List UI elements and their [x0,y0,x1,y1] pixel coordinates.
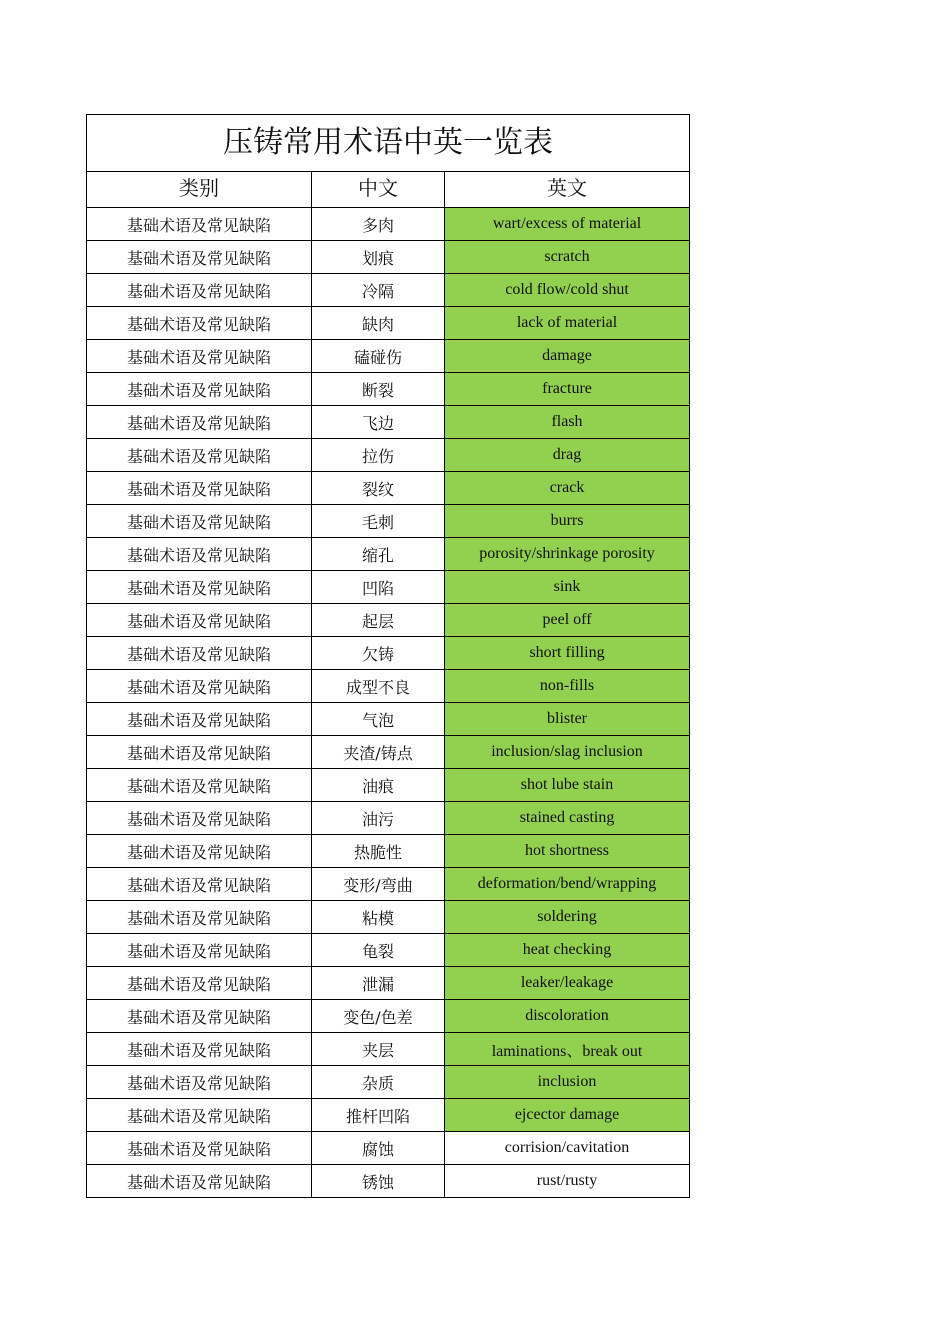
cell-category: 基础术语及常见缺陷 [87,406,312,439]
cell-chinese-term: 缩孔 [312,538,445,571]
cell-chinese-term: 夹层 [312,1033,445,1066]
cell-category: 基础术语及常见缺陷 [87,1132,312,1165]
table-row [87,802,690,835]
cell-english-term: heat checking [445,934,690,967]
cell-category: 基础术语及常见缺陷 [87,274,312,307]
table-row [87,538,690,571]
header-chinese: 中文 [312,172,445,208]
cell-chinese-term: 欠铸 [312,637,445,670]
cell-chinese-term: 腐蚀 [312,1132,445,1165]
cell-english-term: wart/excess of material [445,208,690,241]
cell-chinese-term: 拉伤 [312,439,445,472]
table-row [87,208,690,241]
cell-category: 基础术语及常见缺陷 [87,604,312,637]
cell-english-term: laminations、break out [445,1033,690,1066]
table-row [87,307,690,340]
table-row [87,769,690,802]
cell-english-term: cold flow/cold shut [445,274,690,307]
table-row [87,241,690,274]
cell-category: 基础术语及常见缺陷 [87,1000,312,1033]
cell-english-term: blister [445,703,690,736]
cell-chinese-term: 裂纹 [312,472,445,505]
table-row [87,340,690,373]
cell-english-term: scratch [445,241,690,274]
cell-category: 基础术语及常见缺陷 [87,835,312,868]
header-english: 英文 [445,172,690,208]
cell-english-term: rust/rusty [445,1165,690,1198]
cell-english-term: damage [445,340,690,373]
cell-category: 基础术语及常见缺陷 [87,1165,312,1198]
table-row [87,373,690,406]
cell-chinese-term: 飞边 [312,406,445,439]
cell-chinese-term: 锈蚀 [312,1165,445,1198]
cell-chinese-term: 多肉 [312,208,445,241]
cell-category: 基础术语及常见缺陷 [87,307,312,340]
cell-category: 基础术语及常见缺陷 [87,736,312,769]
table-row [87,1000,690,1033]
cell-english-term: deformation/bend/wrapping [445,868,690,901]
cell-category: 基础术语及常见缺陷 [87,901,312,934]
cell-english-term: discoloration [445,1000,690,1033]
table-row [87,571,690,604]
cell-category: 基础术语及常见缺陷 [87,340,312,373]
cell-english-term: lack of material [445,307,690,340]
cell-chinese-term: 泄漏 [312,967,445,1000]
cell-category: 基础术语及常见缺陷 [87,538,312,571]
cell-category: 基础术语及常见缺陷 [87,769,312,802]
terms-table [86,114,690,1198]
cell-english-term: inclusion/slag inclusion [445,736,690,769]
table-row [87,1066,690,1099]
cell-category: 基础术语及常见缺陷 [87,868,312,901]
cell-chinese-term: 变色/色差 [312,1000,445,1033]
table-row [87,736,690,769]
table-row [87,406,690,439]
table-title: 压铸常用术语中英一览表 [87,115,690,172]
cell-category: 基础术语及常见缺陷 [87,1066,312,1099]
cell-chinese-term: 磕碰伤 [312,340,445,373]
cell-english-term: hot shortness [445,835,690,868]
table-row [87,274,690,307]
cell-english-term: peel off [445,604,690,637]
cell-category: 基础术语及常见缺陷 [87,934,312,967]
cell-category: 基础术语及常见缺陷 [87,505,312,538]
cell-english-term: porosity/shrinkage porosity [445,538,690,571]
header-row [87,172,690,208]
table-row [87,472,690,505]
cell-chinese-term: 热脆性 [312,835,445,868]
cell-english-term: soldering [445,901,690,934]
cell-category: 基础术语及常见缺陷 [87,802,312,835]
cell-chinese-term: 粘模 [312,901,445,934]
cell-english-term: inclusion [445,1066,690,1099]
cell-chinese-term: 油痕 [312,769,445,802]
table-row [87,670,690,703]
table-row [87,967,690,1000]
cell-category: 基础术语及常见缺陷 [87,670,312,703]
table-row [87,835,690,868]
table-row [87,934,690,967]
table-row [87,1099,690,1132]
cell-category: 基础术语及常见缺陷 [87,241,312,274]
cell-chinese-term: 夹渣/铸点 [312,736,445,769]
table-row [87,703,690,736]
cell-category: 基础术语及常见缺陷 [87,703,312,736]
cell-category: 基础术语及常见缺陷 [87,208,312,241]
cell-category: 基础术语及常见缺陷 [87,1033,312,1066]
cell-english-term: burrs [445,505,690,538]
cell-chinese-term: 断裂 [312,373,445,406]
cell-english-term: stained casting [445,802,690,835]
cell-chinese-term: 毛刺 [312,505,445,538]
cell-english-term: drag [445,439,690,472]
cell-english-term: sink [445,571,690,604]
cell-category: 基础术语及常见缺陷 [87,571,312,604]
cell-category: 基础术语及常见缺陷 [87,967,312,1000]
title-row [87,115,690,172]
cell-english-term: crack [445,472,690,505]
table-row [87,637,690,670]
cell-english-term: non-fills [445,670,690,703]
cell-chinese-term: 起层 [312,604,445,637]
cell-chinese-term: 划痕 [312,241,445,274]
table-row [87,1165,690,1198]
table-row [87,439,690,472]
cell-chinese-term: 龟裂 [312,934,445,967]
table-row [87,604,690,637]
cell-category: 基础术语及常见缺陷 [87,472,312,505]
cell-english-term: flash [445,406,690,439]
cell-chinese-term: 油污 [312,802,445,835]
cell-category: 基础术语及常见缺陷 [87,1099,312,1132]
table-row [87,1033,690,1066]
cell-chinese-term: 变形/弯曲 [312,868,445,901]
cell-english-term: fracture [445,373,690,406]
cell-chinese-term: 杂质 [312,1066,445,1099]
cell-english-term: corrision/cavitation [445,1132,690,1165]
cell-english-term: ejcector damage [445,1099,690,1132]
table-row [87,901,690,934]
cell-category: 基础术语及常见缺陷 [87,637,312,670]
cell-category: 基础术语及常见缺陷 [87,373,312,406]
table-row [87,1132,690,1165]
cell-category: 基础术语及常见缺陷 [87,439,312,472]
header-category: 类别 [87,172,312,208]
cell-english-term: short filling [445,637,690,670]
table-row [87,868,690,901]
cell-english-term: shot lube stain [445,769,690,802]
cell-chinese-term: 冷隔 [312,274,445,307]
cell-chinese-term: 缺肉 [312,307,445,340]
cell-chinese-term: 气泡 [312,703,445,736]
cell-chinese-term: 成型不良 [312,670,445,703]
cell-chinese-term: 推杆凹陷 [312,1099,445,1132]
table-row [87,505,690,538]
cell-chinese-term: 凹陷 [312,571,445,604]
cell-english-term: leaker/leakage [445,967,690,1000]
